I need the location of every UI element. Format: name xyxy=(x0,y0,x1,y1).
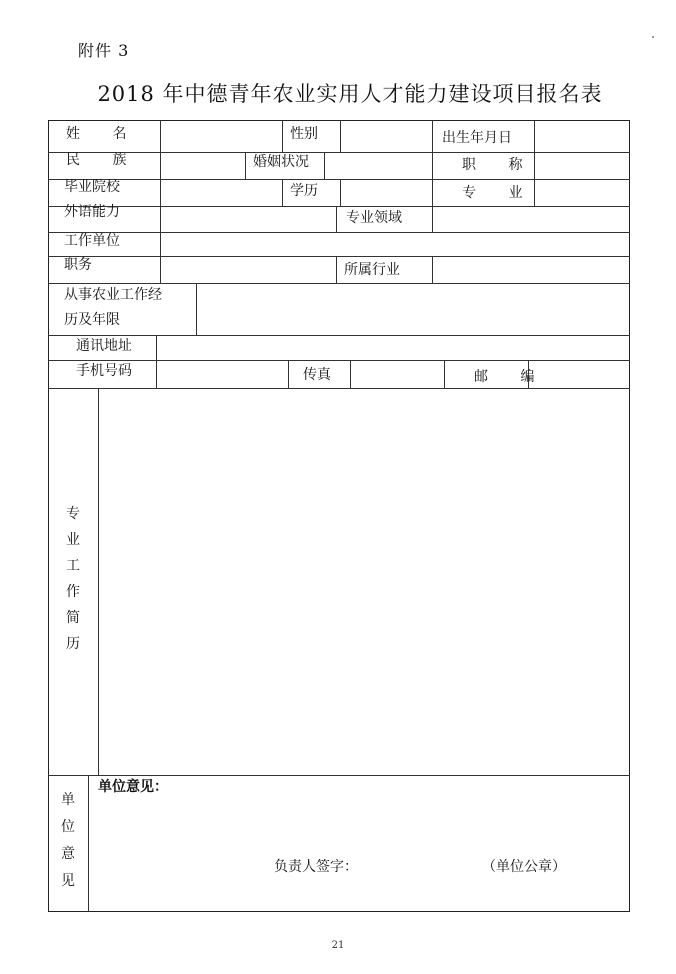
school-field[interactable] xyxy=(161,180,281,206)
job-title-field[interactable] xyxy=(535,153,629,179)
page-number: 21 xyxy=(331,940,345,951)
col-divider xyxy=(336,256,337,283)
resume-label-char: 业 xyxy=(66,532,80,548)
industry-field[interactable] xyxy=(433,257,629,283)
ethnicity-field[interactable] xyxy=(161,153,244,179)
employer-label: 工作单位 xyxy=(64,233,120,249)
opinion-label-char: 见 xyxy=(61,873,75,889)
col-divider xyxy=(282,120,283,152)
employer-field[interactable] xyxy=(161,233,629,256)
col-divider xyxy=(432,179,433,206)
birth-date-field[interactable] xyxy=(535,121,629,152)
col-divider xyxy=(288,360,289,388)
fax-label: 传真 xyxy=(303,367,331,383)
scan-speck xyxy=(652,36,654,38)
gender-field[interactable] xyxy=(341,121,431,152)
signature-label: 负责人签字： xyxy=(274,859,358,875)
birth-date-label: 出生年月日 xyxy=(442,130,512,146)
form-title: 2018 年中德青年农业实用人才能力建设项目报名表 xyxy=(97,82,603,106)
ethnicity-label: 民 族 xyxy=(66,152,141,168)
resume-field[interactable] xyxy=(99,389,629,774)
position-field[interactable] xyxy=(161,257,335,283)
opinion-heading: 单位意见： xyxy=(98,779,168,795)
experience-label-line2: 历及年限 xyxy=(64,312,120,328)
col-divider xyxy=(432,120,433,179)
address-field[interactable] xyxy=(157,336,629,360)
mobile-field[interactable] xyxy=(157,361,287,388)
experience-label-line1: 从事农业工作经 xyxy=(64,287,162,303)
marital-status-field[interactable] xyxy=(325,153,431,179)
professional-field-field[interactable] xyxy=(433,207,629,232)
job-title-label: 职 称 xyxy=(462,157,537,173)
experience-field[interactable] xyxy=(197,284,629,335)
education-field[interactable] xyxy=(341,180,431,206)
opinion-label-char: 单 xyxy=(61,792,75,808)
name-label: 姓 名 xyxy=(66,126,141,142)
industry-label: 所属行业 xyxy=(344,262,400,278)
resume-label-char: 历 xyxy=(66,636,80,652)
resume-label-char: 简 xyxy=(66,610,80,626)
school-label: 毕业院校 xyxy=(64,179,120,195)
language-ability-label: 外语能力 xyxy=(64,204,120,220)
language-ability-field[interactable] xyxy=(161,207,335,232)
resume-label-char: 作 xyxy=(66,584,80,600)
postcode-field[interactable] xyxy=(529,361,629,388)
postcode-label: 邮 编 xyxy=(474,369,549,385)
col-divider xyxy=(245,152,246,179)
opinion-field[interactable] xyxy=(89,776,629,911)
col-divider xyxy=(444,360,445,388)
attachment-label: 附件 3 xyxy=(78,41,130,60)
col-divider xyxy=(282,179,283,206)
opinion-label-char: 位 xyxy=(61,819,75,835)
major-field[interactable] xyxy=(535,180,629,206)
education-label: 学历 xyxy=(290,183,318,199)
resume-label-char: 专 xyxy=(66,506,80,522)
fax-field[interactable] xyxy=(351,361,443,388)
address-label: 通讯地址 xyxy=(76,338,132,354)
major-label: 专 业 xyxy=(462,185,537,201)
seal-label: （单位公章） xyxy=(482,859,566,875)
opinion-label-char: 意 xyxy=(61,846,75,862)
col-divider xyxy=(336,206,337,232)
marital-status-label: 婚姻状况 xyxy=(253,154,309,170)
resume-label-char: 工 xyxy=(66,558,80,574)
position-label: 职务 xyxy=(64,257,92,273)
gender-label: 性别 xyxy=(290,126,318,142)
name-field[interactable] xyxy=(161,121,281,152)
mobile-label: 手机号码 xyxy=(76,363,132,379)
professional-field-label: 专业领域 xyxy=(346,210,402,226)
